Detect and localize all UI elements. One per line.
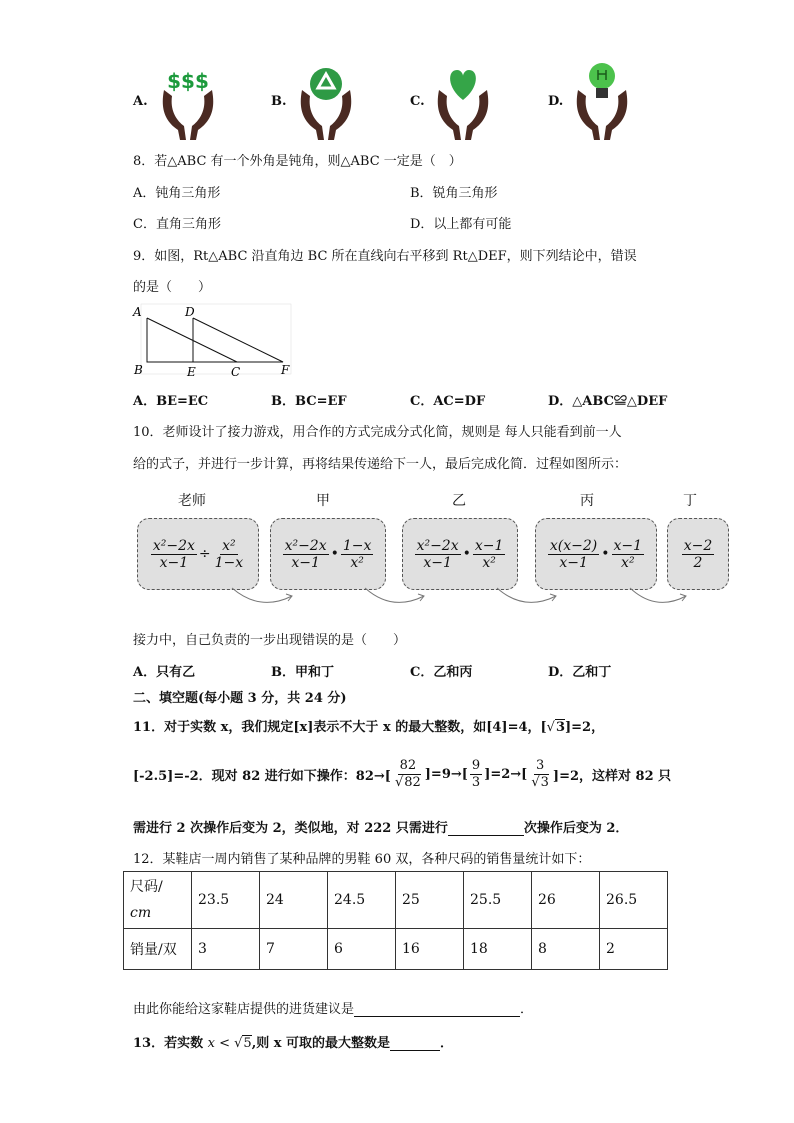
q9-stem-line2: 的是（ ） — [133, 280, 212, 295]
sales-cell: 8 — [532, 929, 600, 970]
expr-jia-n1: x²−2x — [284, 537, 327, 554]
q10-option-d: D．乙和丁 — [548, 665, 612, 680]
expr-yi-n1: x²−2x — [416, 537, 459, 554]
person-ding: 丁 — [683, 493, 697, 509]
q10-stem-line1: 10．老师设计了接力游戏，用合作的方式完成分式化简，规则是 每人只能看到前一人 — [133, 425, 622, 440]
q10-stem-line2: 给的式子，并进行一步计算，再将结果传递给下一人，最后完成化简．过程如图所示： — [133, 457, 628, 472]
person-yi: 乙 — [452, 493, 466, 509]
q8-option-a: A．钝角三角形 — [133, 186, 221, 201]
sales-cell: 2 — [600, 929, 668, 970]
q9-option-c: C．AC=DF — [410, 394, 486, 409]
expr-teacher-n2: x² — [222, 537, 236, 554]
size-cell: 23.5 — [192, 872, 260, 929]
expr-bing-op: • — [601, 546, 610, 562]
size-cell: 26.5 — [600, 872, 668, 929]
size-cell: 24 — [260, 872, 328, 929]
section-fill-in-heading: 二、填空题(每小题 3 分，共 24 分) — [133, 691, 347, 706]
size-cell: 26 — [532, 872, 600, 929]
q11-answer-blank[interactable] — [448, 821, 524, 836]
q11-f1-num: 82 — [399, 758, 417, 773]
expr-jia-d1: x−1 — [291, 554, 320, 571]
expr-yi-op: • — [462, 546, 471, 562]
q11-line2-a: [-2.5]=-2．现对 82 进行如下操作：82→[ — [133, 769, 391, 784]
relay-arrows — [220, 586, 700, 612]
q9-stem-line1: 9．如图，Rt△ABC 沿直角边 BC 所在直线向右平移到 Rt△DEF，则下列结论中，错误 — [133, 249, 637, 264]
sales-cell: 18 — [464, 929, 532, 970]
q11-line1: 11．对于实数 x，我们规定[x]表示不大于 x 的最大整数，如[4]=4，[√3]=2， — [133, 720, 605, 735]
expr-bing-d1: x−1 — [559, 554, 588, 571]
size-cell: 25.5 — [464, 872, 532, 929]
expr-teacher-d2: 1−x — [214, 554, 244, 571]
expr-box-teacher — [137, 518, 259, 590]
q8-stem: 8．若△ABC 有一个外角是钝角，则△ABC 一定是（ ） — [133, 154, 462, 169]
expr-box-yi — [402, 518, 518, 590]
q7-option-c-label: C. — [410, 94, 425, 109]
q7-option-d-label: D. — [548, 94, 564, 109]
fig-label-b: B — [134, 363, 143, 377]
q8-option-b: B．锐角三角形 — [410, 186, 498, 201]
expr-jia-d2: x² — [350, 554, 364, 571]
q11-line2-c: ]=2→[ — [484, 767, 528, 782]
sales-cell: 3 — [192, 929, 260, 970]
q13-inequality: x < — [207, 1036, 235, 1051]
q12-after-text: 由此你能给这家鞋店提供的进货建议是 — [133, 1002, 355, 1017]
q13-sqrt5: 5 — [243, 1036, 252, 1051]
q13-line: 13．若实数 x < √5,则 x 可取的最大整数是 ． — [133, 1036, 454, 1051]
person-bing: 丙 — [580, 493, 594, 509]
head-size-unit: cm — [130, 905, 152, 921]
q12-after-end: ． — [520, 1002, 534, 1017]
expr-ding-n1: x−2 — [683, 537, 713, 554]
q9-translation-figure — [131, 302, 293, 378]
q11-line2: [-2.5]=-2．现对 82 进行如下操作：82→[ $\frac{82}{√82}$ ]=9→[ $\frac{9}{3}$ ]=2→[ $\frac{3}{√3}$ ]=2，这样对 82 只 — [133, 758, 672, 790]
expr-teacher-n1: x²−2x — [152, 537, 195, 554]
expr-jia-n2: 1−x — [342, 537, 372, 554]
q9-option-a: A．BE=EC — [133, 394, 209, 409]
q8-option-d: D．以上都有可能 — [410, 217, 512, 232]
fig-label-d: D — [185, 305, 195, 319]
expr-teacher-op: ÷ — [198, 546, 211, 562]
expr-bing-n2: x−1 — [613, 537, 643, 554]
q13-b: ,则 x 可取的最大整数是 — [251, 1036, 391, 1051]
q11-line3 — [133, 817, 628, 836]
q9-option-d: D．△ABC≌△DEF — [548, 394, 668, 409]
q12-answer-blank[interactable] — [354, 1002, 520, 1017]
table-row-sales — [124, 929, 668, 970]
expr-yi-d1: x−1 — [423, 554, 452, 571]
expr-box-bing — [535, 518, 657, 590]
sales-cell: 16 — [396, 929, 464, 970]
q8-option-c: C．直角三角形 — [133, 217, 221, 232]
expr-bing-d2: x² — [621, 554, 635, 571]
person-teacher: 老师 — [178, 493, 206, 509]
q11-line2-d: ]=2，这样对 82 只 — [552, 769, 672, 784]
expr-ding-d1: 2 — [693, 554, 703, 571]
q12-stem: 12．某鞋店一周内销售了某种品牌的男鞋 60 双，各种尺码的销售量统计如下： — [133, 852, 591, 867]
table-head-size — [124, 872, 192, 929]
q11-f3-den: 3 — [540, 775, 549, 790]
hands-recycle-icon — [296, 60, 356, 142]
q9-option-b: B．BC=EF — [271, 394, 347, 409]
size-cell: 24.5 — [328, 872, 396, 929]
q12-suggestion — [133, 998, 533, 1017]
q10-option-a: A．只有乙 — [133, 665, 196, 680]
q11-f2-num: 9 — [471, 758, 481, 773]
q11-f1-den: 82 — [404, 775, 421, 790]
expr-yi-n2: x−1 — [474, 537, 504, 554]
size-cell: 25 — [396, 872, 464, 929]
hands-bulb-icon — [572, 60, 632, 142]
q12-sales-table — [123, 871, 668, 970]
q11-line1-b: ]=2， — [565, 720, 605, 735]
fig-label-a: A — [133, 305, 142, 319]
q11-line2-b: ]=9→[ — [424, 767, 468, 782]
q11-f3-num: 3 — [535, 758, 545, 773]
fig-label-c: C — [231, 365, 241, 378]
table-head-sales: 销量/双 — [124, 929, 192, 970]
q10-option-c: C．乙和丙 — [410, 665, 473, 680]
sales-cell: 6 — [328, 929, 396, 970]
q11-f2-den: 3 — [471, 775, 481, 790]
hands-dollar-icon — [158, 60, 218, 142]
q11-line3-b: 次操作后变为 2． — [523, 821, 629, 836]
person-jia: 甲 — [316, 493, 330, 509]
q10-option-b: B．甲和丁 — [271, 665, 334, 680]
expr-yi-d2: x² — [482, 554, 496, 571]
fig-label-f: F — [281, 363, 290, 377]
dollar-signs: $$$ — [167, 69, 209, 93]
head-size-text: 尺码/ — [130, 879, 163, 895]
expr-teacher-d1: x−1 — [159, 554, 189, 571]
expr-bing-n1: x(x−2) — [549, 537, 598, 554]
expr-box-jia — [270, 518, 386, 590]
q11-sqrt3: 3 — [555, 720, 566, 735]
table-row-sizes — [124, 872, 668, 929]
q11-line1-a: 11．对于实数 x，我们规定[x]表示不大于 x 的最大整数，如[4]=4，[ — [133, 720, 547, 735]
q7-option-a-label: A. — [133, 94, 148, 109]
q11-line3-a: 需进行 2 次操作后变为 2，类似地，对 222 只需进行 — [133, 821, 448, 836]
expr-jia-op: • — [330, 546, 339, 562]
q10-question: 接力中，自己负责的一步出现错误的是（ ） — [133, 633, 407, 648]
hands-heart-icon — [433, 60, 493, 142]
q13-answer-blank[interactable] — [390, 1036, 440, 1051]
expr-box-ding — [667, 518, 729, 590]
q7-option-b-label: B. — [271, 94, 287, 109]
q13-a: 13．若实数 — [133, 1036, 204, 1051]
sales-cell: 7 — [260, 929, 328, 970]
q13-c: ． — [440, 1036, 454, 1051]
fig-label-e: E — [187, 365, 196, 378]
